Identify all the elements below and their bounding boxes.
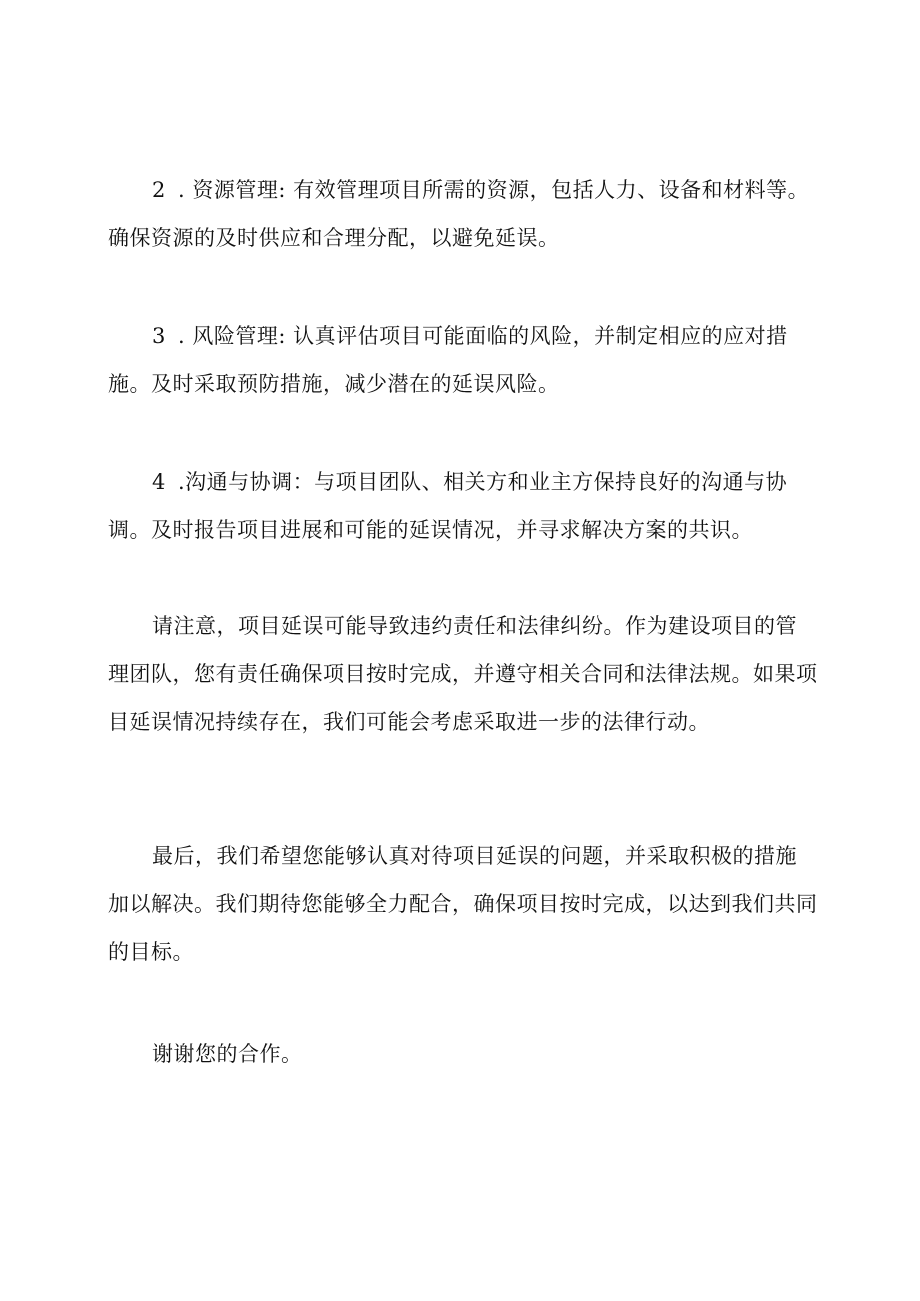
paragraph-notice [108, 602, 818, 746]
paragraph-thanks [108, 1030, 818, 1078]
list-item-text: . 风险管理: 认真评估项目可能面临的风险，并制定相应的应对措施。及时采取预防措施，减少潜在的延误风险。 [108, 324, 788, 396]
list-item-number: 2 [152, 178, 166, 202]
list-item-communication [108, 458, 818, 554]
list-item-risk-management [108, 312, 818, 408]
paragraph-thanks-text: 谢谢您的合作。 [152, 1042, 303, 1066]
paragraph-closing-text: 最后，我们希望您能够认真对待项目延误的问题，并采取积极的措施加以解决。我们期待您能够全力配合，确保项目按时完成，以达到我们共同的目标。 [108, 844, 818, 964]
list-item-text: .沟通与协调：与项目团队、相关方和业主方保持良好的沟通与协调。及时报告项目进展和可能的延误情况，并寻求解决方案的共识。 [108, 470, 788, 542]
list-item-number: 4 [152, 470, 166, 494]
list-item-text: . 资源管理: 有效管理项目所需的资源，包括人力、设备和材料等。确保资源的及时供应和合理分配，以避免延误。 [108, 178, 810, 250]
paragraph-closing [108, 832, 818, 976]
list-item-number: 3 [152, 324, 166, 348]
list-item-resource-management [108, 166, 818, 262]
paragraph-notice-text: 请注意，项目延误可能导致违约责任和法律纠纷。作为建设项目的管理团队，您有责任确保项目按时完成，并遵守相关合同和法律法规。如果项目延误情况持续存在，我们可能会考虑采取进一步的法律行动。 [108, 614, 818, 734]
